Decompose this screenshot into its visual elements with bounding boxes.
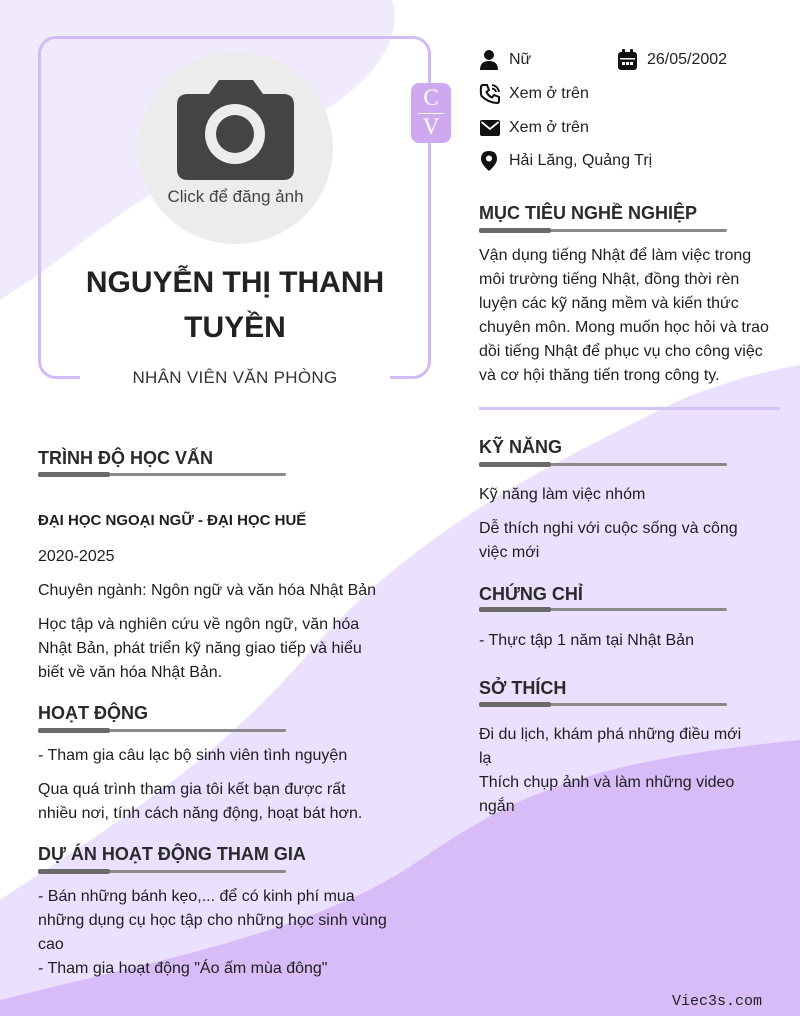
career-objective-line: môi trường tiếng Nhật, đồng thời rèn bbox=[479, 271, 740, 288]
projects-line: cao bbox=[38, 936, 64, 953]
education-description-line: Nhật Bản, phát triển kỹ năng giao tiếp và hiểu bbox=[38, 640, 362, 657]
avatar-upload[interactable] bbox=[138, 52, 333, 244]
person-icon bbox=[479, 49, 501, 71]
calendar-icon bbox=[617, 49, 639, 71]
career-objective-line: và cơ hội thăng tiến trong công ty. bbox=[479, 367, 720, 384]
cv-badge bbox=[411, 83, 451, 143]
hobbies-text bbox=[479, 723, 779, 819]
hobbies-line: Đi du lịch, khám phá những điều mới bbox=[479, 726, 742, 743]
education-school: ĐẠI HỌC NGOẠI NGỮ - ĐẠI HỌC HUẾ bbox=[38, 512, 307, 529]
section-divider bbox=[479, 407, 780, 410]
skills-item-2-line: việc mới bbox=[479, 544, 540, 561]
skills-item-1: Kỹ năng làm việc nhóm bbox=[479, 486, 646, 503]
hobbies-line: lạ bbox=[479, 750, 492, 767]
skills-item-2 bbox=[479, 517, 779, 565]
projects-underline bbox=[38, 870, 286, 873]
education-underline bbox=[38, 473, 286, 476]
projects-line: - Tham gia hoạt động "Áo ấm mùa đông" bbox=[38, 960, 328, 977]
projects-line: những dụng cụ học tập cho những học sinh vùng bbox=[38, 912, 387, 929]
activities-description-line: Qua quá trình tham gia tôi kết bạn được rất bbox=[38, 781, 346, 798]
career-objective-text bbox=[479, 244, 789, 388]
cv-badge-letter-v: V bbox=[422, 114, 440, 139]
envelope-icon bbox=[479, 117, 501, 139]
education-period: 2020-2025 bbox=[38, 548, 115, 565]
projects-text bbox=[38, 885, 438, 981]
job-title: NHÂN VIÊN VĂN PHÒNG bbox=[132, 368, 338, 387]
address-value: Hải Lăng, Quảng Trị bbox=[509, 152, 653, 169]
projects-heading: DỰ ÁN HOẠT ĐỘNG THAM GIA bbox=[38, 844, 306, 864]
skills-item-2-line: Dễ thích nghi với cuộc sống và công bbox=[479, 520, 738, 537]
cv-badge-letter-c: C bbox=[423, 85, 439, 110]
education-major: Chuyên ngành: Ngôn ngữ và văn hóa Nhật Bản bbox=[38, 582, 377, 599]
activities-item: - Tham gia câu lạc bộ sinh viên tình nguyện bbox=[38, 747, 348, 764]
career-objective-underline bbox=[479, 229, 727, 232]
footer-brand: Viec3s.com bbox=[672, 993, 763, 1010]
phone-value: Xem ở trên bbox=[509, 85, 589, 102]
certificates-heading: CHỨNG CHỈ bbox=[479, 584, 583, 604]
activities-description bbox=[38, 778, 428, 826]
gender-value: Nữ bbox=[509, 51, 532, 68]
hobbies-line: ngắn bbox=[479, 798, 515, 815]
certificates-item: - Thực tập 1 năm tại Nhật Bản bbox=[479, 632, 694, 649]
projects-line: - Bán những bánh kẹo,... để có kinh phí mua bbox=[38, 888, 355, 905]
career-objective-line: luyện các kỹ năng mềm và kiến thức bbox=[479, 295, 739, 312]
education-heading: TRÌNH ĐỘ HỌC VẤN bbox=[38, 448, 213, 468]
certificates-underline bbox=[479, 608, 727, 611]
activities-description-line: nhiều nơi, tính cách năng động, hoạt bát hơn. bbox=[38, 805, 363, 822]
education-description-line: biết về văn hóa Nhật Bản. bbox=[38, 664, 223, 681]
email-value: Xem ở trên bbox=[509, 119, 589, 136]
hobbies-underline bbox=[479, 703, 727, 706]
camera-icon bbox=[177, 78, 294, 180]
skills-heading: KỸ NĂNG bbox=[479, 437, 563, 457]
career-objective-line: Vận dụng tiếng Nhật để làm việc trong bbox=[479, 247, 752, 264]
career-objective-heading: MỤC TIÊU NGHỀ NGHIỆP bbox=[479, 203, 698, 223]
birthday-value: 26/05/2002 bbox=[647, 51, 728, 68]
career-objective-line: dồi tiếng Nhật để phục vụ cho công việc bbox=[479, 343, 763, 360]
location-pin-icon bbox=[479, 150, 501, 172]
career-objective-line: chuyên môn. Mong muốn học hỏi và trao bbox=[479, 319, 769, 336]
full-name: NGUYỄN THỊ THANH TUYỀN bbox=[85, 266, 385, 344]
phone-icon bbox=[479, 83, 501, 105]
activities-underline bbox=[38, 729, 286, 732]
education-description bbox=[38, 613, 428, 685]
skills-underline bbox=[479, 463, 727, 466]
hobbies-heading: SỞ THÍCH bbox=[479, 678, 567, 698]
education-description-line: Học tập và nghiên cứu về ngôn ngữ, văn hóa bbox=[38, 616, 360, 633]
avatar-upload-label: Click để đăng ảnh bbox=[167, 187, 304, 206]
activities-heading: HOẠT ĐỘNG bbox=[38, 703, 148, 723]
hobbies-line: Thích chụp ảnh và làm những video bbox=[479, 774, 735, 791]
